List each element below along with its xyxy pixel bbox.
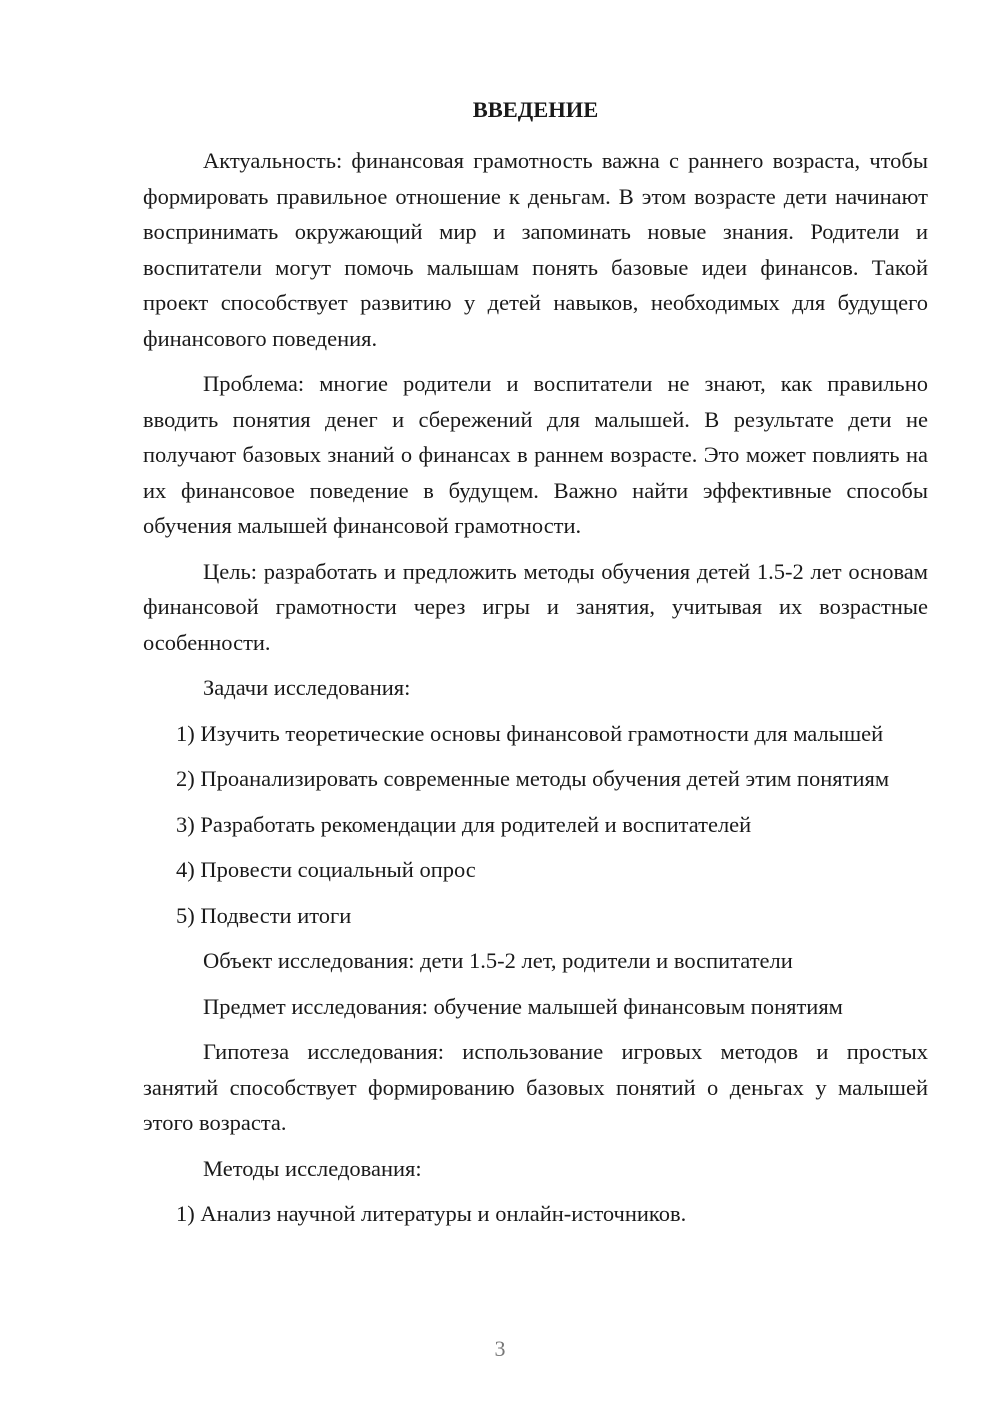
- method-item-1: 1) Анализ научной литературы и онлайн-источников.: [176, 1201, 687, 1226]
- tasks-heading: Задачи исследования:: [203, 675, 411, 700]
- section-title: ВВЕДЕНИЕ: [472, 97, 599, 122]
- task-item-3: 3) Разработать рекомендации для родителей и воспитателей: [176, 811, 752, 837]
- problem-paragraph: Проблема: многие родители и воспитатели не знают, как правильно вводить понятия денег и сбережений для малышей. В результате дети не получают базовых знаний о финансах в раннем возрасте. Это может повлиять на их финансовое поведение в будущем. Важно найти эффективные способы обучения малышей финансовой грамотности.: [143, 371, 928, 538]
- object-line: Объект исследования: дети 1.5-2 лет, родители и воспитатели: [203, 948, 793, 973]
- page-number: 3: [494, 1336, 506, 1361]
- task-item-4: 4) Провести социальный опрос: [176, 857, 476, 882]
- methods-heading: Методы исследования:: [203, 1155, 422, 1181]
- relevance-paragraph: Актуальность: финансовая грамотность важна с раннего возраста, чтобы формировать правильное отношение к деньгам. В этом возрасте дети начинают воспринимать окружающий мир и запоминать новые знания. Родители и воспитатели могут помочь малышам понять базовые идеи финансов. Такой проект способствует развитию у детей навыков, необходимых для будущего финансового поведения.: [143, 148, 928, 351]
- subject-line: Предмет исследования: обучение малышей финансовым понятиям: [203, 993, 843, 1019]
- goal-paragraph: Цель: разработать и предложить методы обучения детей 1.5-2 лет основам финансовой грамотности через игры и занятия, учитывая их возрастные особенности.: [143, 558, 928, 655]
- page-content: [143, 95, 928, 1242]
- hypothesis-paragraph: Гипотеза исследования: использование игровых методов и простых занятий способствует формированию базовых понятий о деньгах у малышей этого возраста.: [143, 1039, 928, 1135]
- task-item-5: 5) Подвести итоги: [176, 902, 352, 928]
- task-item-2: 2) Проанализировать современные методы обучения детей этим понятиям: [176, 766, 890, 791]
- task-item-1: 1) Изучить теоретические основы финансовой грамотности для малышей: [176, 720, 884, 746]
